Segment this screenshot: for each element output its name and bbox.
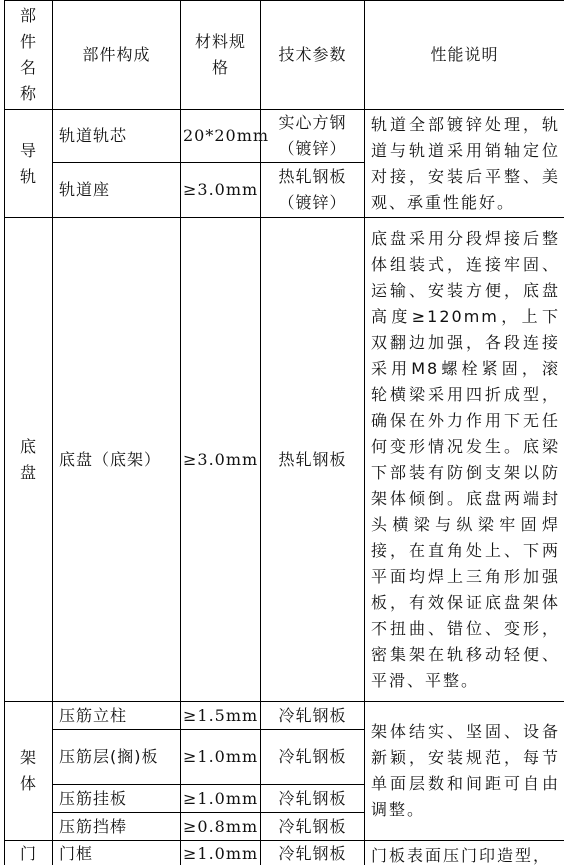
- table-row: [5, 110, 565, 163]
- tech-cell: 冷轧钢板: [261, 785, 365, 813]
- spec-cell: ≥1.0mm: [181, 785, 261, 813]
- part-cell-rail: 导 轨: [5, 110, 53, 218]
- header-composition: 部件构成: [53, 1, 181, 110]
- header-material-spec: 材料规 格: [181, 1, 261, 110]
- component-cell: 压筋层(搁)板: [53, 730, 181, 785]
- table-header-row: [5, 1, 565, 110]
- tech-cell: 热轧钢板 （镀锌）: [261, 163, 365, 218]
- tech-cell: 冷轧钢板: [261, 702, 365, 730]
- tech-cell: 冷轧钢板: [261, 841, 365, 865]
- spec-cell: ≥1.0mm: [181, 841, 261, 865]
- component-cell: 轨道轨芯: [53, 110, 181, 163]
- spec-table-page: [4, 0, 564, 865]
- tech-cell: 热轧钢板: [261, 218, 365, 702]
- spec-cell: 20*20mm: [181, 110, 261, 163]
- header-tech-params: 技术参数: [261, 1, 365, 110]
- spec-cell: ≥3.0mm: [181, 163, 261, 218]
- component-cell: 压筋立柱: [53, 702, 181, 730]
- table-row: [5, 702, 565, 730]
- table-row: [5, 218, 565, 702]
- part-cell-frame: 架 体: [5, 702, 53, 841]
- component-cell: 轨道座: [53, 163, 181, 218]
- performance-cell-rail: 轨道全部镀锌处理，轨道与轨道采用销轴定位对接，安装后平整、美观、承重性能好。: [365, 110, 565, 218]
- header-part-name: 部 件 名 称: [5, 1, 53, 110]
- performance-cell-chassis: 底盘采用分段焊接后整体组装式，连接牢固、运输、安装方便，底盘高度≥120mm，上下双翻边加强，各段连接采用M8螺栓紧固，滚轮横梁采用四折成型，确保在外力作用下无任何变形情况发生。底梁下部装有防倒支架以防架体倾倒。底盘两端封头横梁与纵梁牢固焊接，在直角处上、下两平面均焊上三角形加强板，有效保证底盘架体不扭曲、错位、变形，密集架在轨移动轻便、平滑、平整。: [365, 218, 565, 702]
- tech-cell: 实心方钢 （镀锌）: [261, 110, 365, 163]
- spec-cell: ≥0.8mm: [181, 813, 261, 841]
- part-cell-door: 门: [5, 841, 53, 865]
- spec-cell: ≥1.0mm: [181, 730, 261, 785]
- component-cell: 底盘（底架）: [53, 218, 181, 702]
- component-cell: 压筋挂板: [53, 785, 181, 813]
- tech-cell: 冷轧钢板: [261, 730, 365, 785]
- performance-cell-frame: 架体结实、坚固、设备新颖，安装规范，每节单面层数和间距可自由调整。: [365, 702, 565, 841]
- component-cell: 压筋挡棒: [53, 813, 181, 841]
- header-performance: 性能说明: [365, 1, 565, 110]
- part-cell-chassis: 底 盘: [5, 218, 53, 702]
- spec-cell: ≥3.0mm: [181, 218, 261, 702]
- component-cell: 门框: [53, 841, 181, 865]
- tech-cell: 冷轧钢板: [261, 813, 365, 841]
- performance-cell-door: 门板表面压门印造型，: [365, 841, 565, 865]
- spec-cell: ≥1.5mm: [181, 702, 261, 730]
- spec-table: [4, 0, 564, 865]
- table-row: [5, 841, 565, 865]
